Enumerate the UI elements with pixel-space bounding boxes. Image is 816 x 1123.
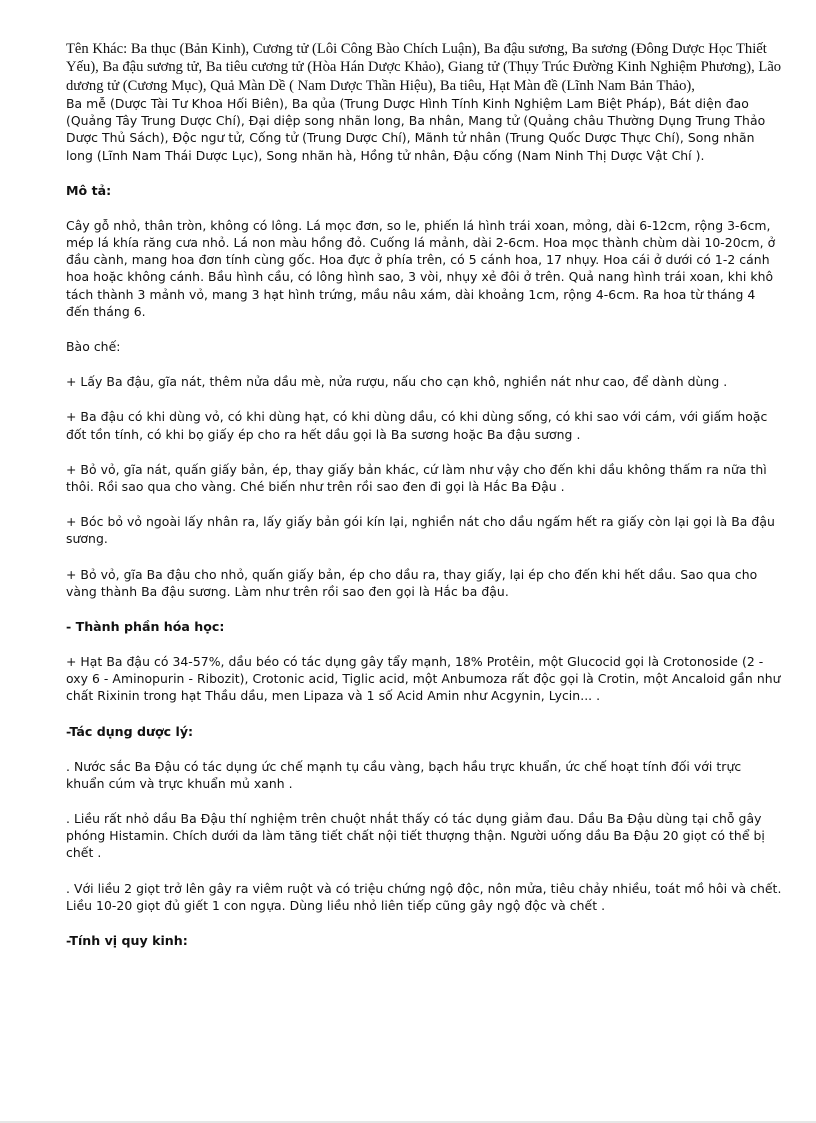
alt-names-paragraph: Tên Khác: Ba thục (Bản Kinh), Cương tử (Lôi Công Bào Chích Luận), Ba đậu sương, Ba sương (Đông Dược Học Thiết Yếu), Ba đậu sương tử, Ba tiêu cương tử (Hòa Hán Dược Khảo), Giang tử (Thụy Trúc Đường Kinh Nghiệm Phương), Lão dương tử (Cương Mục), Quả Màn Dề ( Nam Dược Thần Hiệu), Ba tiêu, Hạt Màn đề (Lĩnh Nam Bản Thảo), [66, 41, 782, 94]
alt-names-continued: Ba mễ (Dược Tài Tư Khoa Hối Biên), Ba qủa (Trung Dược Hình Tính Kinh Nghiệm Lam Biệt Pháp), Bát diện đao (Quảng Tây Trung Dược Chí), Đại diệp song nhãn long, Ba nhân, Mang tử (Quảng châu Thường Dụng Trung Thảo Dược Thủ Sách), Độc ngư tử, Cống tử (Trung Dược Chí), Mãnh tử nhân (Trung Quốc Dược Thực Chí), Song nhãn long (Lĩnh Nam Thái Dược Lục), Song nhãn hà, Hồng tử nhân, Đậu cống (Nam Ninh Thị Dược Vật Chí ). [66, 95, 766, 163]
chemistry-heading: - Thành phần hóa học: [66, 618, 225, 634]
preparation-item: + Bóc bỏ vỏ ngoài lấy nhân ra, lấy giấy bản gói kín lại, nghiền nát cho dầu ngấm hết ra giấy còn lại gọi là Ba đậu sương. [66, 514, 775, 547]
preparation-heading: Bào chế: [66, 338, 121, 354]
pharmacology-item: . Liều rất nhỏ dầu Ba Đậu thí nghiệm trên chuột nhắt thấy có tác dụng giảm đau. Dầu Ba Đậu dùng tại chỗ gây phóng Histamin. Chích dưới da làm tăng tiết chất nội tiết thượng thận. Người uống dầu Ba Đậu 20 giọt có thể bị chết . [66, 810, 765, 861]
document-content [66, 40, 782, 949]
preparation-item: + Ba đậu có khi dùng vỏ, có khi dùng hạt, có khi dùng dầu, có khi dùng sống, có khi sao với cám, với giấm hoặc đốt tồn tính, có khi bọ giấy ép cho ra hết dầu gọi là Ba sương hoặc Ba đậu sương . [66, 409, 768, 442]
pharmacology-heading: -Tác dụng dược lý: [66, 723, 194, 739]
description-paragraph: Cây gỗ nhỏ, thân tròn, không có lông. Lá mọc đơn, so le, phiến lá hình trái xoan, mỏng, dài 6-12cm, rộng 3-6cm, mép lá khía răng cưa nhỏ. Lá non màu hồng đỏ. Cuống lá mảnh, dài 2-6cm. Hoa mọc thành chùm dài 10-20cm, ở đầu cành, mang hoa đơn tính cùng gốc. Hoa đực ở phía trên, có 5 cánh hoa, 17 nhụy. Hoa cái ở dưới có 1-2 cánh hoa hoặc không cánh. Bầu hình cầu, có lông hình sao, 3 vòi, nhụy xẻ đôi ở trên. Quả nang hình trái xoan, khi khô tách thành 3 mảnh vỏ, mang 3 hạt hình trứng, mầu nâu xám, dài khoảng 1cm, rộng 4-6cm. Ra hoa từ tháng 4 đến tháng 6. [66, 217, 776, 319]
taste-heading: -Tính vị quy kinh: [66, 932, 188, 948]
pharmacology-item: . Nước sắc Ba Đậu có tác dụng ức chế mạnh tụ cầu vàng, bạch hầu trực khuẩn, ức chế hoạt tính đối với trực khuẩn cúm và trực khuẩn mủ xanh . [66, 758, 742, 791]
description-heading: Mô tả: [66, 182, 112, 198]
pharmacology-item: . Với liều 2 giọt trở lên gây ra viêm ruột và có triệu chứng ngộ độc, nôn mửa, tiêu chảy nhiều, toát mồ hôi và chết. Liều 10-20 giọt đủ giết 1 con ngựa. Dùng liều nhỏ liên tiếp cũng gây ngộ độc và chết . [66, 880, 782, 913]
preparation-item: + Lấy Ba đậu, gĩa nát, thêm nửa dầu mè, nửa rượu, nấu cho cạn khô, nghiền nát như cao, để dành dùng . [66, 374, 728, 390]
chemistry-paragraph: + Hạt Ba đậu có 34-57%, dầu béo có tác dụng gây tẩy mạnh, 18% Protêin, một Glucocid gọi là Crotonoside (2 - oxy 6 - Aminopurin - Ribozit), Crotonic acid, Tiglic acid, một Anbumoza rất độc gọi là Crotin, một Ancaloid gần như chất Rixinin trong hạt Thầu dầu, men Lipaza và 1 số Acid Amin như Acgynin, Lycin... . [66, 653, 781, 704]
preparation-item: + Bỏ vỏ, gĩa nát, quấn giấy bản, ép, thay giấy bản khác, cứ làm như vậy cho đến khi dầu không thấm ra nữa thì thôi. Rồi sao qua cho vàng. Ché biến như trên rồi sao đen đi gọi là Hắc Ba Đậu . [66, 461, 767, 494]
preparation-item: + Bỏ vỏ, gĩa Ba đậu cho nhỏ, quấn giấy bản, ép cho dầu ra, thay giấy, lại ép cho đến khi hết dầu. Sao qua cho vàng thành Ba đậu sương. Làm như trên rồi sao đen gọi là Hắc ba đậu. [66, 566, 758, 599]
